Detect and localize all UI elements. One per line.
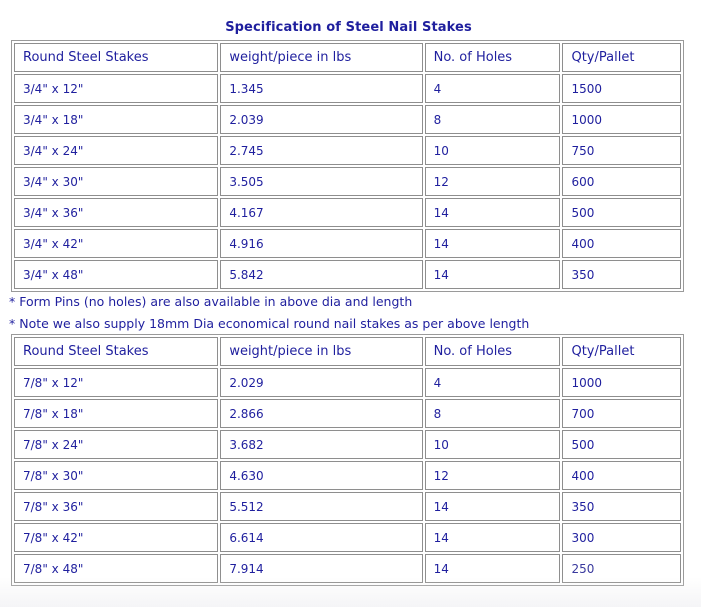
table-cell: 3/4" x 36" xyxy=(14,198,218,227)
table-cell: 600 xyxy=(562,167,681,196)
table-header-row xyxy=(14,43,681,72)
table-cell: 6.614 xyxy=(220,523,422,552)
table-cell: 500 xyxy=(562,430,681,459)
page-title: Specification of Steel Nail Stakes xyxy=(225,20,472,35)
table-cell: 3.682 xyxy=(220,430,422,459)
table-cell: 300 xyxy=(562,523,681,552)
table-cell: 400 xyxy=(562,229,681,258)
table-cell: 5.842 xyxy=(220,260,422,289)
note-18mm-stakes: * Note we also supply 18mm Dia economical round nail stakes as per above length xyxy=(9,316,530,331)
header-cell: No. of Holes xyxy=(425,43,561,72)
header-cell: Qty/Pallet xyxy=(562,337,681,366)
table-cell: 500 xyxy=(562,198,681,227)
table-cell: 1.345 xyxy=(220,74,422,103)
table-cell: 3/4" x 48" xyxy=(14,260,218,289)
table-cell: 4 xyxy=(425,74,561,103)
table-cell: 4.630 xyxy=(220,461,422,490)
table-cell: 7/8" x 30" xyxy=(14,461,218,490)
table-row xyxy=(14,430,681,459)
table-cell: 4.167 xyxy=(220,198,422,227)
table-cell: 2.039 xyxy=(220,105,422,134)
table-cell: 14 xyxy=(425,492,561,521)
table-cell: 12 xyxy=(425,461,561,490)
table-cell: 700 xyxy=(562,399,681,428)
table-row xyxy=(14,167,681,196)
table-cell: 350 xyxy=(562,492,681,521)
table-row xyxy=(14,260,681,289)
table-cell: 3/4" x 42" xyxy=(14,229,218,258)
table-cell: 7/8" x 12" xyxy=(14,368,218,397)
header-cell: weight/piece in lbs xyxy=(220,43,422,72)
table-cell: 12 xyxy=(425,167,561,196)
table-cell: 8 xyxy=(425,105,561,134)
table-cell: 10 xyxy=(425,136,561,165)
table-row xyxy=(14,74,681,103)
table-row xyxy=(14,368,681,397)
table-cell: 250 xyxy=(562,554,681,583)
table-cell: 7/8" x 36" xyxy=(14,492,218,521)
table-cell: 350 xyxy=(562,260,681,289)
table-row xyxy=(14,554,681,583)
table-cell: 7/8" x 24" xyxy=(14,430,218,459)
table-cell: 3.505 xyxy=(220,167,422,196)
table-row xyxy=(14,523,681,552)
table-cell: 14 xyxy=(425,198,561,227)
table-cell: 1500 xyxy=(562,74,681,103)
table-cell: 14 xyxy=(425,523,561,552)
table-cell: 7/8" x 48" xyxy=(14,554,218,583)
header-cell: Round Steel Stakes xyxy=(14,43,218,72)
table-row xyxy=(14,105,681,134)
table-cell: 4 xyxy=(425,368,561,397)
table-cell: 1000 xyxy=(562,368,681,397)
table-cell: 3/4" x 12" xyxy=(14,74,218,103)
table-row xyxy=(14,492,681,521)
table-row xyxy=(14,461,681,490)
table-cell: 1000 xyxy=(562,105,681,134)
table-cell: 750 xyxy=(562,136,681,165)
header-cell: Qty/Pallet xyxy=(562,43,681,72)
table-row xyxy=(14,229,681,258)
table-row xyxy=(14,399,681,428)
table-cell: 5.512 xyxy=(220,492,422,521)
table-cell: 400 xyxy=(562,461,681,490)
spec-table-3-4 xyxy=(11,40,684,292)
header-cell: weight/piece in lbs xyxy=(220,337,422,366)
note-form-pins: * Form Pins (no holes) are also available in above dia and length xyxy=(9,294,413,309)
table-cell: 10 xyxy=(425,430,561,459)
table-cell: 3/4" x 30" xyxy=(14,167,218,196)
table-cell: 4.916 xyxy=(220,229,422,258)
table-cell: 7/8" x 18" xyxy=(14,399,218,428)
table-cell: 8 xyxy=(425,399,561,428)
table-cell: 7/8" x 42" xyxy=(14,523,218,552)
header-cell: No. of Holes xyxy=(425,337,561,366)
table-header-row xyxy=(14,337,681,366)
table-cell: 2.029 xyxy=(220,368,422,397)
table-cell: 14 xyxy=(425,229,561,258)
spec-table-7-8 xyxy=(11,334,684,586)
table-cell: 3/4" x 24" xyxy=(14,136,218,165)
table-cell: 14 xyxy=(425,260,561,289)
header-cell: Round Steel Stakes xyxy=(14,337,218,366)
table-cell: 3/4" x 18" xyxy=(14,105,218,134)
table-cell: 2.745 xyxy=(220,136,422,165)
table-row xyxy=(14,198,681,227)
table-cell: 2.866 xyxy=(220,399,422,428)
table-cell: 14 xyxy=(425,554,561,583)
table-row xyxy=(14,136,681,165)
table-cell: 7.914 xyxy=(220,554,422,583)
